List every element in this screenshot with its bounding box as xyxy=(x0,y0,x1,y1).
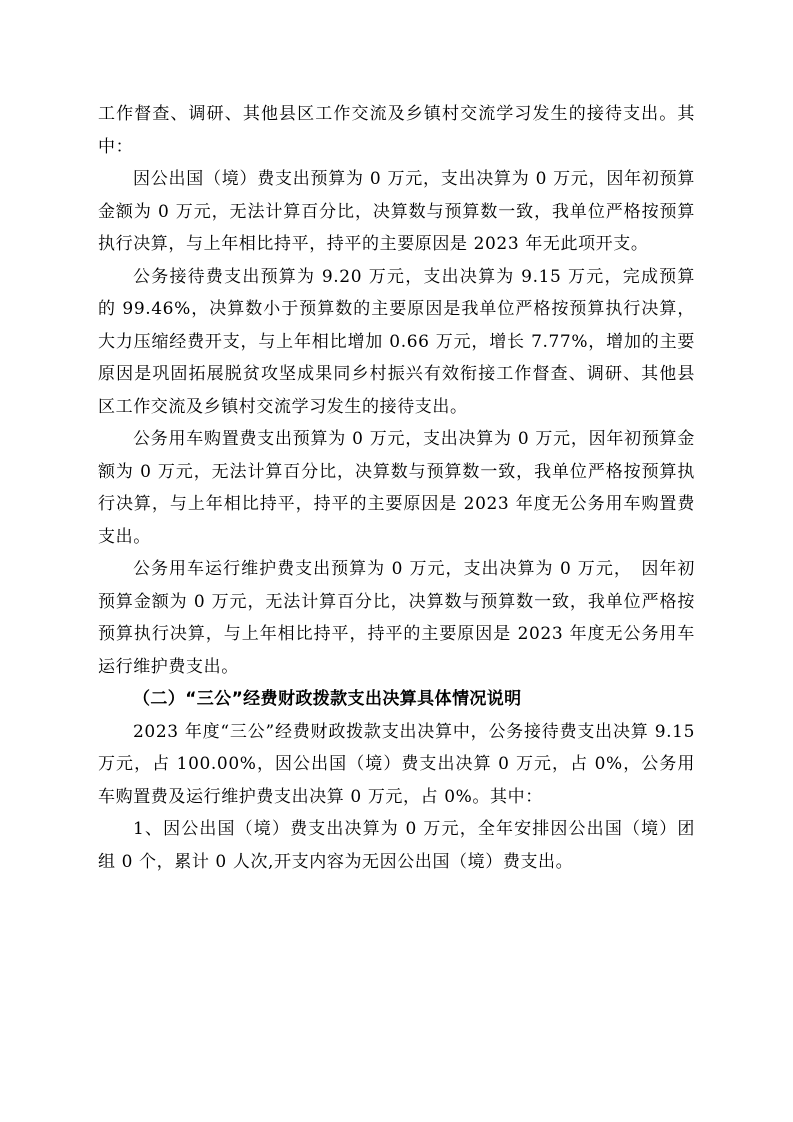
paragraph-overseas-detail: 1、因公出国（境）费支出决算为 0 万元，全年安排因公出国（境）团组 0 个，累计 0 人次,开支内容为无因公出国（境）费支出。 xyxy=(98,819,695,872)
paragraph-reception-continuation: 工作督查、调研、其他县区工作交流及乡镇村交流学习发生的接待支出。其中： xyxy=(98,104,695,157)
section-heading: （二）“三公”经费财政拨款支出决算具体情况说明 xyxy=(133,689,522,709)
paragraph-vehicle-purchase: 公务用车购置费支出预算为 0 万元，支出决算为 0 万元，因年初预算金额为 0 万元，无法计算百分比，决算数与预算数一致，我单位严格按预算执行决算，与上年相比持平，持平的主要原因是 2023 年度无公务用车购置费支出。 xyxy=(98,429,695,547)
document-body xyxy=(98,98,695,878)
paragraph-three-public-summary: 2023 年度“三公”经费财政拨款支出决算中，公务接待费支出决算 9.15 万元，占 100.00%，因公出国（境）费支出决算 0 万元，占 0%，公务用车购置费及运行维护费支出决算 0 万元，占 0%。其中： xyxy=(98,721,695,807)
paragraph-overseas-travel: 因公出国（境）费支出预算为 0 万元，支出决算为 0 万元，因年初预算金额为 0 万元，无法计算百分比，决算数与预算数一致，我单位严格按预算执行决算，与上年相比持平，持平的主要原因是 2023 年无此项开支。 xyxy=(98,169,695,254)
paragraph-vehicle-maintenance: 公务用车运行维护费支出预算为 0 万元，支出决算为 0 万元， 因年初预算金额为 0 万元，无法计算百分比，决算数与预算数一致，我单位严格按预算执行决算，与上年相比持平，持平的主要原因是 2023 年度无公务用车运行维护费支出。 xyxy=(98,559,695,677)
paragraph-official-reception: 公务接待费支出预算为 9.20 万元，支出决算为 9.15 万元，完成预算的 99.46%，决算数小于预算数的主要原因是我单位严格按预算执行决算，大力压缩经费开支，与上年相比增加 0.66 万元，增长 7.77%，增加的主要原因是巩固拓展脱贫攻坚成果同乡村振兴有效衔接工作督查、调研、其他县区工作交流及乡镇村交流学习发生的接待支出。 xyxy=(98,266,695,417)
